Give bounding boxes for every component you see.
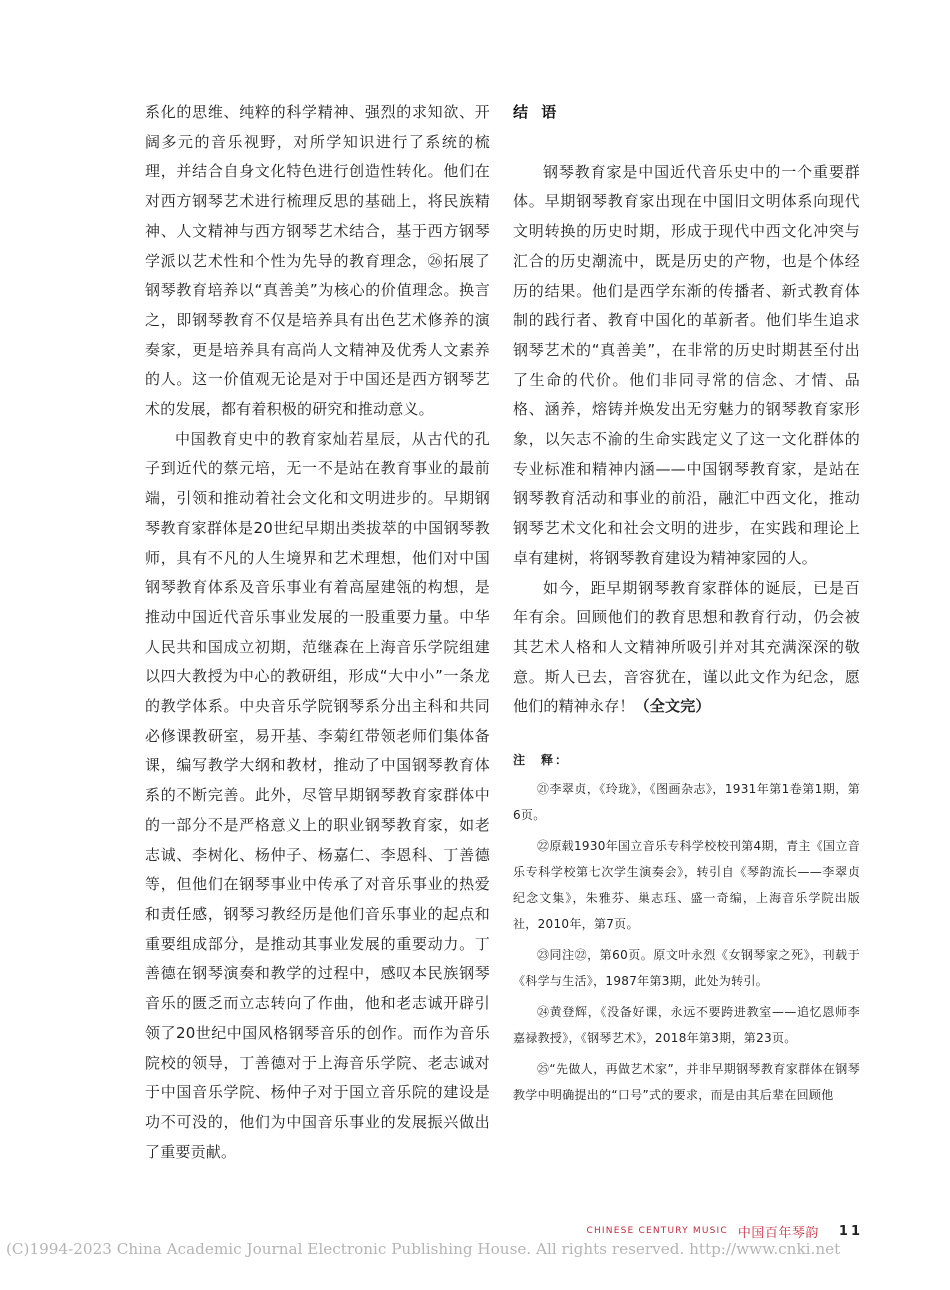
notes-title: 注 释： — [513, 753, 570, 768]
journal-name-english: CHINESE CENTURY MUSIC — [586, 1226, 728, 1236]
closing-text: 如今，距早期钢琴教育家群体的诞辰，已是百年有余。回顾他们的教育思想和教育行动，仍会被其艺术人格和人文精神所吸引并对其充满深深的敬意。斯人已去，音容犹在，谨以此文作为纪念，愿他们的精神永存！ — [513, 578, 860, 716]
end-mark: （全文完） — [634, 697, 711, 716]
page-number: 11 — [838, 1223, 863, 1239]
section-heading: 结 语 — [513, 103, 561, 121]
footnote: ㉒原载1930年国立音乐专科学校校刊第4期，青主《国立音乐专科学校第七次学生演奏会》，转引自《琴韵流长——李翠贞纪念文集》，朱雅芬、巢志珏、盛一奇编，上海音乐学院出版社，2010年，第7页。 — [513, 839, 860, 932]
footnote: ㉑李翠贞，《玲珑》，《图画杂志》，1931年第1卷第1期，第6页。 — [513, 782, 860, 823]
left-column — [145, 98, 490, 1167]
body-paragraph: 钢琴教育家是中国近代音乐史中的一个重要群体。早期钢琴教育家出现在中国旧文明体系向现代文明转换的历史时期，形成于现代中西文化冲突与汇合的历史潮流中，既是历史的产物，也是个体经历的结果。他们是西学东渐的传播者、新式教育体制的践行者、教育中国化的革新者。他们毕生追求钢琴艺术的“真善美”，在非常的历史时期甚至付出了生命的代价。他们非同寻常的信念、才情、品格、涵养，熔铸并焕发出无穷魅力的钢琴教育家形象，以矢志不渝的生命实践定义了这一文化群体的专业标准和精神内涵——中国钢琴教育家，是站在钢琴教育活动和事业的前沿，融汇中西文化，推动钢琴艺术文化和社会文明的进步，在实践和理论上卓有建树，将钢琴教育建设为精神家园的人。 — [513, 162, 860, 567]
copyright-watermark: (C)1994-2023 China Academic Journal Electronic Publishing House. All rights reserved. http://www.cnki.net — [6, 1240, 841, 1258]
footnote: ㉕“先做人，再做艺术家”，并非早期钢琴教育家群体在钢琴教学中明确提出的“口号”式的要求，而是由其后辈在回顾他 — [513, 1062, 860, 1103]
body-paragraph — [513, 574, 860, 723]
journal-name-chinese: 中国百年琴韵 — [737, 1225, 819, 1241]
footnote: ㉔黄登辉，《没备好课，永远不要跨进教室——追忆恩师李嘉禄教授》，《钢琴艺术》，2018年第3期，第23页。 — [513, 1005, 860, 1046]
page-footer — [583, 1222, 863, 1240]
body-paragraph: 中国教育史中的教育家灿若星辰，从古代的孔子到近代的蔡元培，无一不是站在教育事业的最前端，引领和推动着社会文化和文明进步的。早期钢琴教育家群体是20世纪早期出类拔萃的中国钢琴教师，具有不凡的人生境界和艺术理想，他们对中国钢琴教育体系及音乐事业有着高屋建瓴的构想，是推动中国近代音乐事业发展的一股重要力量。中华人民共和国成立初期，范继森在上海音乐学院组建以四大教授为中心的教研组，形成“大中小”一条龙的教学体系。中央音乐学院钢琴系分出主科和共同必修课教研室，易开基、李菊红带领老师们集体备课，编写教学大纲和教材，推动了中国钢琴教育体系的不断完善。此外，尽管早期钢琴教育家群体中的一部分不是严格意义上的职业钢琴教育家，如老志诚、李树化、杨仲子、杨嘉仁、李恩科、丁善德等，但他们在钢琴事业中传承了对音乐事业的热爱和责任感，钢琴习教经历是他们音乐事业的起点和重要组成部分，是推动其事业发展的重要动力。丁善德在钢琴演奏和教学的过程中，感叹本民族钢琴音乐的匮乏而立志转向了作曲，他和老志诚开辟引领了20世纪中国风格钢琴音乐的创作。而作为音乐院校的领导，丁善德对于上海音乐学院、老志诚对于中国音乐学院、杨仲子对于国立音乐院的建设是功不可没的，他们为中国音乐事业的发展振兴做出了重要贡献。 — [145, 429, 490, 1161]
footnote: ㉓同注㉒，第60页。原文叶永烈《女钢琴家之死》，刊载于《科学与生活》，1987年第3期，此处为转引。 — [513, 948, 860, 989]
body-paragraph: 系化的思维、纯粹的科学精神、强烈的求知欲、开阔多元的音乐视野，对所学知识进行了系统的梳理，并结合自身文化特色进行创造性转化。他们在对西方钢琴艺术进行梳理反思的基础上，将民族精神、人文精神与西方钢琴艺术结合，基于西方钢琴学派以艺术性和个性为先导的教育理念，㉖拓展了钢琴教育培养以“真善美”为核心的价值理念。换言之，即钢琴教育不仅是培养具有出色艺术修养的演奏家，更是培养具有高尚人文精神及优秀人文素养的人。这一价值观无论是对于中国还是西方钢琴艺术的发展，都有着积极的研究和推动意义。 — [145, 103, 490, 419]
right-column — [513, 98, 860, 1113]
